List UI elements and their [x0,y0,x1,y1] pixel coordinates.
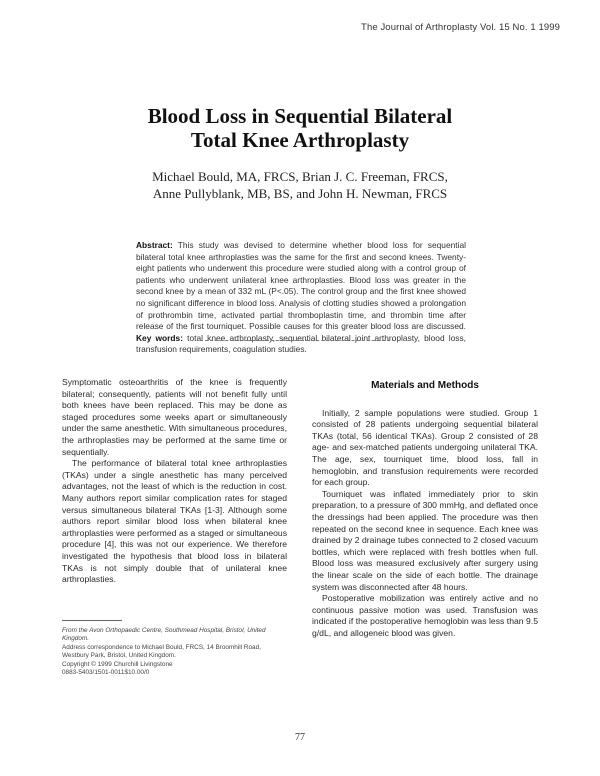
methods-paragraph-3: Postoperative mobilization was entirely active and no continuous passive motion was used. Transfusion was indicated if the postoperative hemoglobin was less than 9.5 g/dL, and allogeneic blood was given. [312,593,538,638]
left-column [62,377,287,586]
intro-paragraph-2: The performance of bilateral total knee arthroplasties (TKAs) under a single anesthetic has many perceived advantages, not the least of which is the reduction in cost. Many authors report similar complication rates for staged versus simultaneous bilateral TKAs [1-3]. Although some authors report similar blood loss when bilateral knee arthroplasties were performed as a staged or simultaneous procedure [4], this was not our experience. We therefore investigated the hypothesis that blood loss in bilateral TKAs is not simply double that of unilateral knee arthroplasties. [62,458,287,585]
abstract-label: Abstract: [136,240,173,250]
footnote-copyright: Copyright © 1999 Churchill Livingstone [62,660,173,668]
author-line-1: Michael Bould, MA, FRCS, Brian J. C. Freeman, FRCS, [152,169,448,184]
intro-paragraph-1: Symptomatic osteoarthritis of the knee is frequently bilateral; consequently, patients will not benefit fully until both knees have been replaced. This may be done as staged procedures some weeks apart or simultaneously under the same anesthetic. With simultaneous procedures, the arthroplasties may be performed at the same time or sequentially. [62,377,287,457]
article-title-line-2: Total Knee Arthroplasty [190,128,410,152]
keywords-label: Key words: [136,332,183,343]
author-list [0,168,600,202]
footnote-affiliation: From the Avon Orthopaedic Centre, Southmead Hospital, Bristol, United Kingdom. [62,627,266,643]
footnotes [62,627,287,677]
abstract-text: This study was devised to determine whether blood loss for sequential bilateral total knee arthroplasties was the same for the first and second knees. Twenty-eight patients who underwent this procedure were studied along with a control group of patients who underwent unilateral knee arthroplasties. Blood loss was greater in the second knee by a mean of 332 mL (P<.05). The control group and the first knee showed no significant difference in blood loss. Analysis of clotting studies showed a prolongation of prothrombin time, activated partial thromboplastin time, and thrombin time after release of the first tourniquet. Possible causes for this greater blood loss are discussed. [136,240,466,332]
article-title [0,104,600,152]
abstract-block [136,240,466,356]
page-number: 77 [295,732,305,743]
abstract-divider [200,340,400,342]
right-column [312,380,538,639]
keywords-text: total knee arthroplasty, sequential bilateral joint arthroplasty, blood loss, transfusion requirements, coagulation studies. [136,332,466,355]
author-line-2: Anne Pullyblank, MB, BS, and John H. Newman, FRCS [152,186,448,201]
section-heading-methods: Materials and Methods [371,380,479,391]
methods-paragraph-2: Tourniquet was inflated immediately prior to skin preparation, to a pressure of 300 mmHg, and deflated once the dressings had been applied. The procedure was then repeated on the second knee in sequence. Each knee was drained by 2 drainage tubes connected to 2 closed vacuum bottles, which were replaced with fresh bottles when full. Blood loss was measured exclusively after surgery using the linear scale on the side of each bottle. The drainage system was disconnected after 48 hours. [312,488,538,592]
article-title-line-1: Blood Loss in Sequential Bilateral [147,104,453,128]
footnote-issn: 0883-5403/1501-0011$10.00/0 [62,669,150,677]
journal-header: The Journal of Arthroplasty Vol. 15 No. 1 1999 [361,22,560,33]
footnote-correspondence: Address correspondence to Michael Bould, FRCS, 14 Broomhill Road, Westbury Park, Bristol, United Kingdom. [62,643,261,660]
methods-paragraph-1: Initially, 2 sample populations were studied. Group 1 consisted of 28 patients undergoing sequential bilateral TKAs (total, 56 identical TKAs). Group 2 consisted of 28 age- and sex-matched patients undergoing unilateral TKA. The age, sex, tourniquet time, blood loss, fall in hemoglobin, and transfusion requirements were recorded for each group. [312,407,538,488]
footnote-divider [62,620,122,621]
